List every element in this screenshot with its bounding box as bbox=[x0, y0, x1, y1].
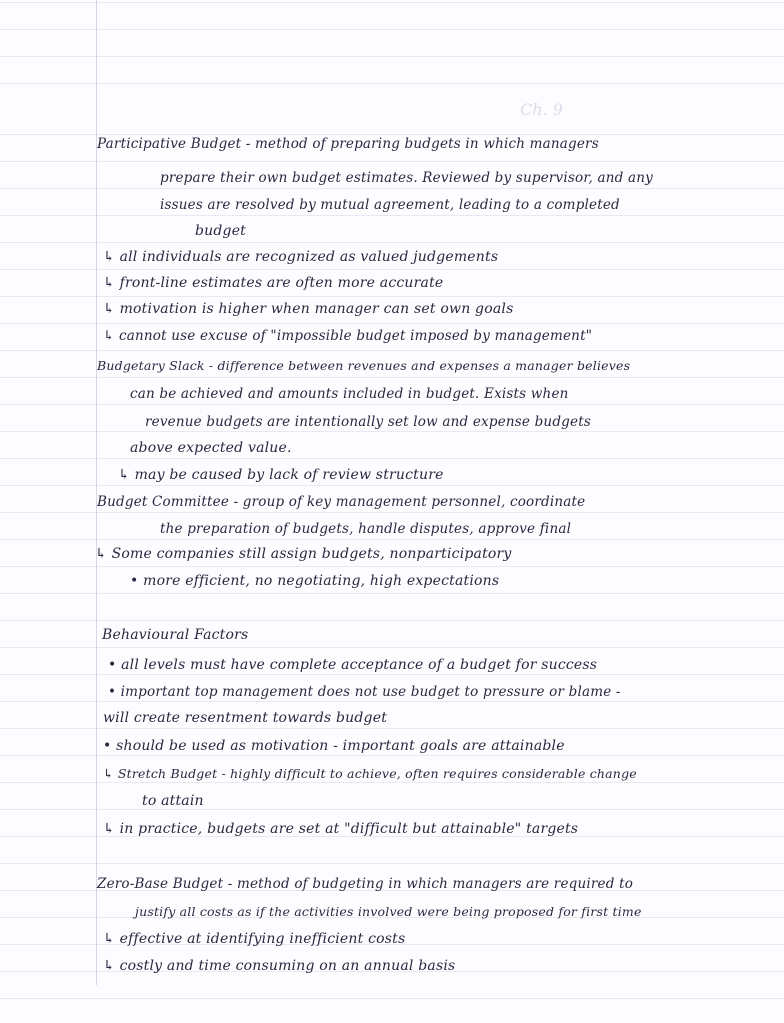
note-line: ↳ cannot use excuse of "impossible budget imposed by management" bbox=[103, 328, 593, 344]
note-line: will create resentment towards budget bbox=[103, 710, 388, 726]
note-line: • should be used as motivation - important goals are attainable bbox=[103, 738, 565, 754]
note-line: ↳ in practice, budgets are set at "difficult but attainable" targets bbox=[103, 821, 579, 837]
note-line: Budgetary Slack - difference between revenues and expenses a manager believes bbox=[97, 358, 631, 373]
note-line: revenue budgets are intentionally set low and expense budgets bbox=[145, 414, 591, 430]
note-heading: Behavioural Factors bbox=[102, 627, 249, 643]
note-line: • more efficient, no negotiating, high expectations bbox=[130, 573, 500, 589]
note-line: above expected value. bbox=[130, 440, 292, 456]
note-line: can be achieved and amounts included in budget. Exists when bbox=[130, 386, 569, 402]
note-line: the preparation of budgets, handle disputes, approve final bbox=[160, 521, 572, 537]
note-line: budget bbox=[195, 223, 247, 239]
note-line: ↳ all individuals are recognized as valued judgements bbox=[103, 249, 499, 265]
note-line: Budget Committee - group of key management personnel, coordinate bbox=[97, 494, 586, 510]
note-line: issues are resolved by mutual agreement, leading to a completed bbox=[160, 197, 620, 213]
note-line: justify all costs as if the activities involved were being proposed for first time bbox=[135, 904, 642, 919]
note-line: ↳ front-line estimates are often more accurate bbox=[103, 275, 444, 291]
note-line: ↳ motivation is higher when manager can set own goals bbox=[103, 301, 514, 317]
note-line: Participative Budget - method of preparing budgets in which managers bbox=[97, 136, 599, 152]
note-line: • all levels must have complete acceptance of a budget for success bbox=[108, 657, 598, 673]
note-line: ↳ Some companies still assign budgets, nonparticipatory bbox=[95, 546, 512, 562]
note-line: Zero-Base Budget - method of budgeting in which managers are required to bbox=[97, 876, 634, 892]
note-line: ↳ Stretch Budget - highly difficult to achieve, often requires considerable change bbox=[103, 766, 637, 781]
note-line: prepare their own budget estimates. Reviewed by supervisor, and any bbox=[160, 170, 653, 186]
note-line: to attain bbox=[142, 793, 204, 809]
note-line: ↳ may be caused by lack of review structure bbox=[118, 467, 444, 483]
note-line: ↳ effective at identifying inefficient costs bbox=[103, 931, 406, 947]
note-line: ↳ costly and time consuming on an annual basis bbox=[103, 958, 456, 974]
note-line: • important top management does not use budget to pressure or blame - bbox=[108, 684, 621, 700]
faint-header-text: Ch. 9 bbox=[520, 100, 563, 119]
